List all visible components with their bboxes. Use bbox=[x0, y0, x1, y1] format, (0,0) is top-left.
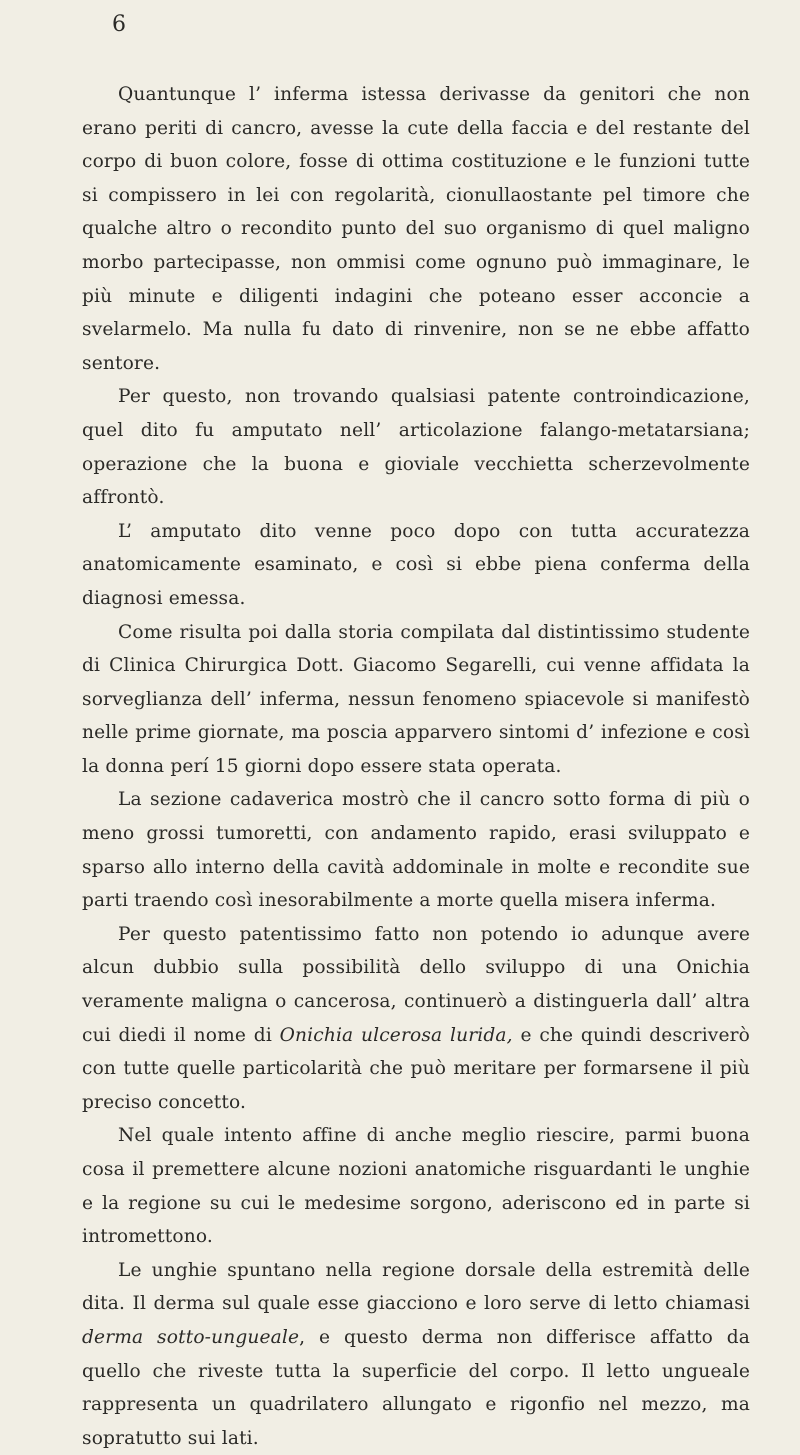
paragraph: Nel quale intento affine di anche meglio riescire, parmi buona cosa il premettere alcune nozioni anatomiche risguardanti le unghie e la regione su cui le medesime sorgono, aderiscono ed in parte si intromettono. bbox=[82, 1125, 750, 1248]
paragraph: Per questo, non trovando qualsiasi patente controindicazione, quel dito fu amputato nell’ articolazione falango-metatarsiana; operazione che la buona e gioviale vecchietta scherzevolmente affrontò. bbox=[82, 386, 750, 509]
paragraph: La sezione cadaverica mostrò che il cancro sotto forma di più o meno grossi tumoretti, con andamento rapido, erasi sviluppato e sparso allo interno della cavità addominale in molte e recondite sue parti traendo così inesorabilmente a morte quella misera inferma. bbox=[82, 789, 750, 912]
text-run: Per questo patentissimo fatto non potendo io adunque avere alcun dubbio sulla possibilità dello sviluppo di una Onichia veramente maligna o cancerosa, continuerò a distinguerla dall’ altra cui diedi il nome di bbox=[82, 923, 750, 1046]
paragraph: L’ amputato dito venne poco dopo con tutta accuratezza anatomicamente esaminato, e così si ebbe piena conferma della diagnosi emessa. bbox=[82, 520, 750, 609]
paragraph: Quantunque l’ inferma istessa derivasse da genitori che non erano periti di cancro, avesse la cute della faccia e del restante del corpo di buon colore, fosse di ottima costituzione e le funzioni tutte si compissero in lei con regolarità, cionullaostante pel timore che qualche altro o recondito punto del suo organismo di quel maligno morbo partecipasse, non ommisi come ognuno può immaginare, le più minute e diligenti indagini che poteano esser acconcie a svelarmelo. Ma nulla fu dato di rinvenire, non se ne ebbe affatto sentore. bbox=[82, 84, 750, 374]
text-run: , e questo derma non differisce affatto da quello che riveste tutta la superficie del corpo. Il letto ungueale rappresenta un quadrilatero allungato e rigonfio nel mezzo, ma sopratutto sui lati. bbox=[82, 1326, 750, 1449]
italic-term: Onichia ulcerosa lurida, bbox=[279, 1024, 513, 1046]
page-number: 6 bbox=[112, 12, 126, 37]
paragraph bbox=[82, 918, 750, 1120]
body-text bbox=[82, 78, 750, 1455]
paragraph bbox=[82, 1254, 750, 1455]
italic-term: derma sotto-ungueale bbox=[82, 1326, 300, 1348]
text-run: e che quindi descriverò con tutte quelle particolarità che può meritare per formarsene il più preciso concetto. bbox=[82, 1024, 750, 1113]
paragraph: Come risulta poi dalla storia compilata dal distintissimo studente di Clinica Chirurgica Dott. Giacomo Segarelli, cui venne affidata la sorveglianza dell’ inferma, nessun fenomeno spiacevole si manifestò nelle prime giornate, ma poscia apparvero sintomi d’ infezione e così la donna perí 15 giorni dopo essere stata operata. bbox=[82, 621, 750, 777]
text-run: Le unghie spuntano nella regione dorsale della estremità delle dita. Il derma sul quale esse giacciono e loro serve di letto chiamasi bbox=[82, 1259, 750, 1315]
